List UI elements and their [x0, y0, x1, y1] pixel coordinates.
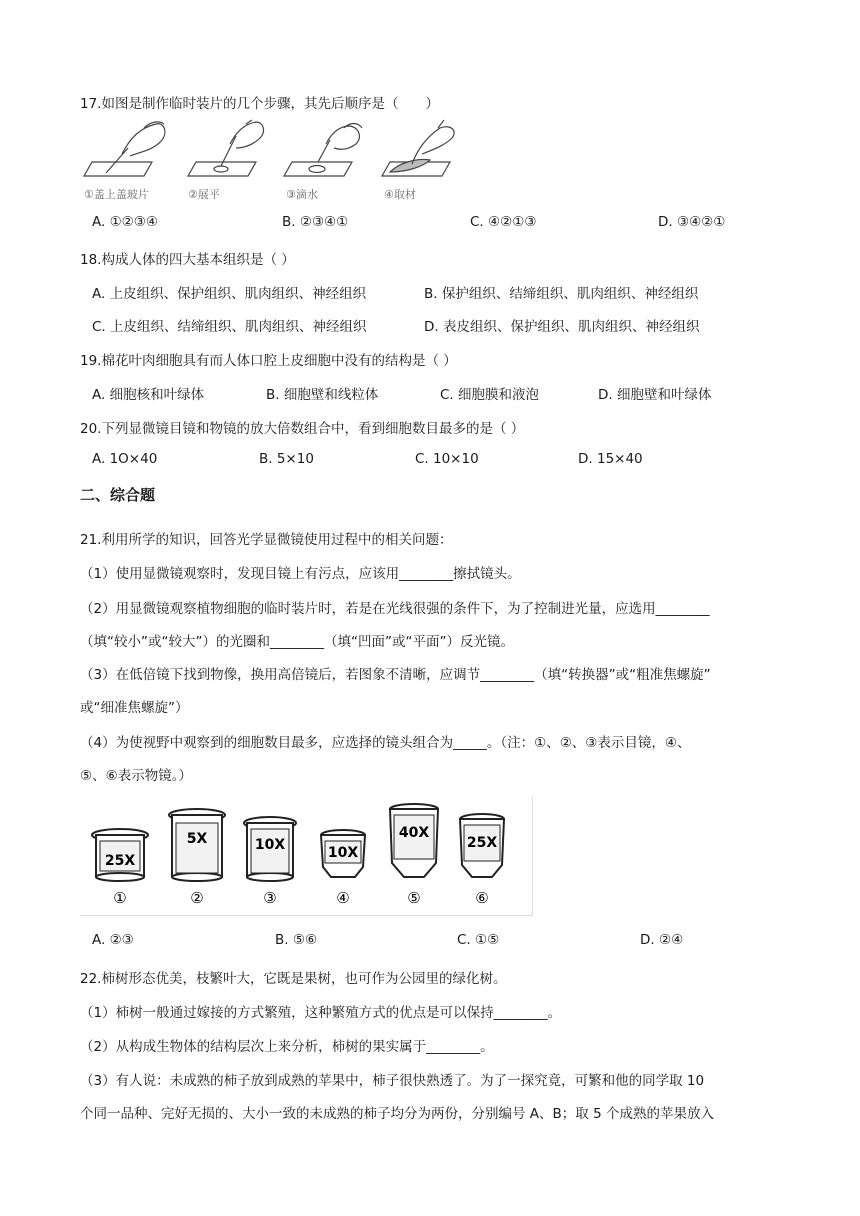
q22-part1: （1）柿树一般通过嫁接的方式繁殖，这种繁殖方式的优点是可以保持________。	[80, 1005, 562, 1021]
q18-stem: 18.构成人体的四大基本组织是（ ）	[80, 252, 295, 268]
lens-5-mag: 40X	[398, 825, 430, 841]
q20-option-c[interactable]: C. 10×10	[415, 451, 479, 467]
caption-step4: ④取材	[384, 188, 416, 201]
step4-drawing	[382, 120, 454, 176]
lens-6-num: ⑥	[475, 889, 489, 907]
q21-part1: （1）使用显微镜观察时，发现目镜上有污点，应该用________擦拭镜头。	[80, 566, 521, 582]
q17-stem: 17.如图是制作临时装片的几个步骤，其先后顺序是（ ）	[80, 96, 439, 112]
q20-stem: 20.下列显微镜目镜和物镜的放大倍数组合中，看到细胞数目最多的是（ ）	[80, 421, 525, 437]
q21-part3-line2: 或“细准焦螺旋”）	[80, 700, 189, 716]
q21-option-a[interactable]: A. ②③	[92, 932, 134, 948]
lens-illustration	[80, 797, 530, 913]
caption-step3: ③滴水	[286, 188, 318, 201]
lens-3-mag: 10X	[254, 837, 286, 853]
q21-option-d[interactable]: D. ②④	[640, 932, 684, 948]
q21-stem: 21.利用所学的知识，回答光学显微镜使用过程中的相关问题：	[80, 532, 453, 548]
lens-4-mag: 10X	[327, 845, 359, 861]
q22-part3-line1: （3）有人说：未成熟的柿子放到成熟的苹果中，柿子很快熟透了。为了一探究竟，可繁和他的同学取 10	[80, 1073, 705, 1089]
q20-option-a[interactable]: A. 1O×40	[92, 451, 158, 467]
q19-option-c[interactable]: C. 细胞膜和液泡	[440, 387, 540, 403]
q20-option-b[interactable]: B. 5×10	[259, 451, 314, 467]
q22-stem: 22.柿树形态优美，枝繁叶大，它既是果树，也可作为公园里的绿化树。	[80, 971, 507, 987]
q21-part4-line2: ⑤、⑥表示物镜。）	[80, 768, 192, 784]
q17-figure	[78, 118, 473, 204]
caption-step1: ①盖上盖玻片	[84, 188, 149, 201]
q19-option-b[interactable]: B. 细胞壁和线粒体	[266, 387, 379, 403]
lens-6-mag: 25X	[466, 835, 498, 851]
q21-part4-line1: （4）为使视野中观察到的细胞数目最多，应选择的镜头组合为_____。（注：①、②、③表示目镜，④、	[80, 735, 691, 751]
step1-drawing	[84, 122, 165, 176]
q21-part2-line1: （2）用显微镜观察植物细胞的临时装片时，若是在光线很强的条件下，为了控制进光量，应选用________	[80, 601, 710, 617]
q17-option-b[interactable]: B. ②③④①	[282, 214, 349, 230]
caption-step2: ②展平	[188, 188, 220, 201]
q18-option-a[interactable]: A. 上皮组织、保护组织、肌肉组织、神经组织	[92, 286, 367, 302]
lens-2-num: ②	[190, 889, 204, 907]
q18-option-b[interactable]: B. 保护组织、结缔组织、肌肉组织、神经组织	[424, 286, 699, 302]
q17-option-d[interactable]: D. ③④②①	[658, 214, 726, 230]
q21-part3-line1: （3）在低倍镜下找到物像，换用高倍镜后，若图象不清晰，应调节________（填“转换器”或“粗准焦螺旋”	[80, 667, 711, 683]
q20-option-d[interactable]: D. 15×40	[578, 451, 643, 467]
lens-figure	[80, 797, 533, 916]
q19-option-d[interactable]: D. 细胞壁和叶绿体	[598, 387, 712, 403]
q17-option-c[interactable]: C. ④②①③	[470, 214, 537, 230]
lens-2-mag: 5X	[186, 831, 208, 847]
lens-5-num: ⑤	[407, 889, 421, 907]
lens-4-num: ④	[336, 889, 350, 907]
q21-part2-line2: （填“较小”或“较大”）的光圈和________（填“凹面”或“平面”）反光镜。	[80, 634, 514, 650]
lens-1-num: ①	[113, 889, 127, 907]
q19-stem: 19.棉花叶肉细胞具有而人体口腔上皮细胞中没有的结构是（ ）	[80, 353, 457, 369]
step2-drawing	[188, 120, 263, 176]
q19-option-a[interactable]: A. 细胞核和叶绿体	[92, 387, 205, 403]
lens-3-num: ③	[263, 889, 277, 907]
q18-option-c[interactable]: C. 上皮组织、结缔组织、肌肉组织、神经组织	[92, 319, 367, 335]
q21-option-b[interactable]: B. ⑤⑥	[275, 932, 318, 948]
q22-part3-line2: 个同一品种、完好无损的、大小一致的未成熟的柿子均分为两份，分别编号 A、B；取 5 个成熟的苹果放入	[80, 1106, 714, 1122]
q18-option-d[interactable]: D. 表皮组织、保护组织、肌肉组织、神经组织	[424, 319, 700, 335]
lens-1-mag: 25X	[104, 853, 136, 869]
q17-option-a[interactable]: A. ①②③④	[92, 214, 158, 230]
q22-part2: （2）从构成生物体的结构层次上来分析，柿树的果实属于________。	[80, 1039, 494, 1055]
section-title: 二、综合题	[80, 486, 156, 504]
slide-steps-illustration	[78, 118, 473, 204]
q21-option-c[interactable]: C. ①⑤	[457, 932, 500, 948]
step3-drawing	[284, 124, 362, 177]
